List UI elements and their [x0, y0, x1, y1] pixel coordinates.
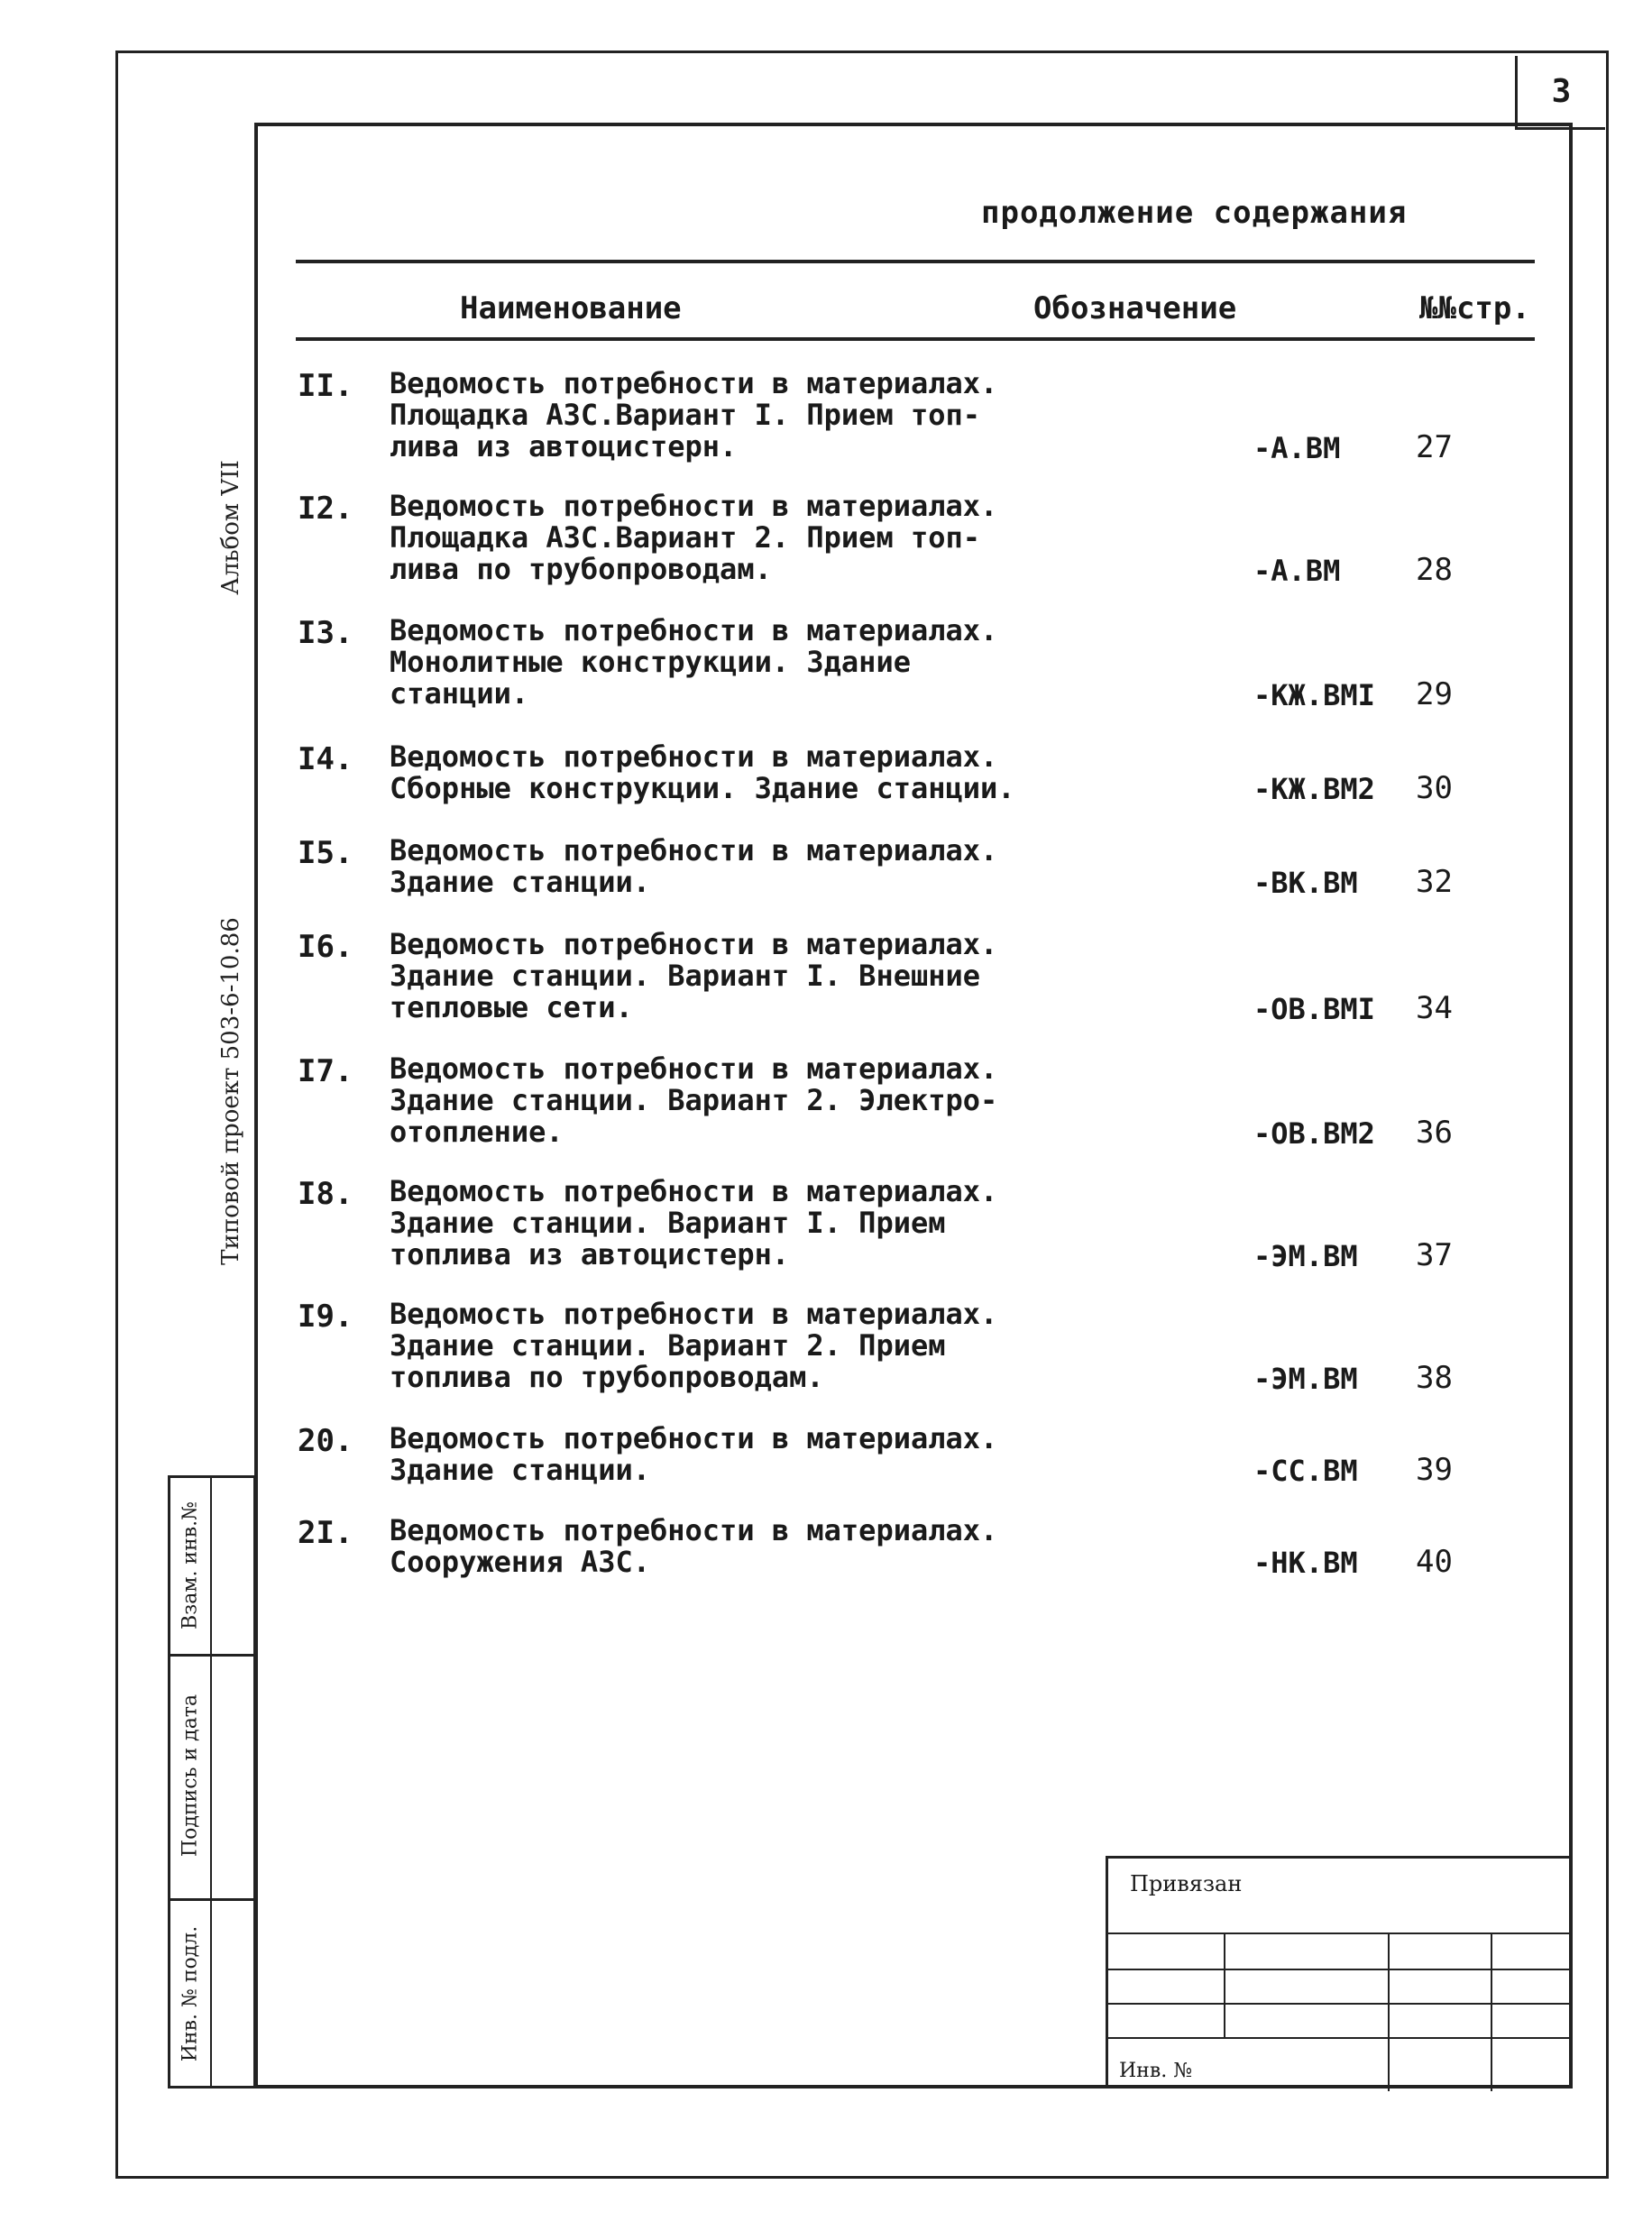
entry-title: Ведомость потребности в материалах. Сооружения АЗС.	[390, 1513, 998, 1579]
entry-number: I5.	[298, 835, 353, 871]
entry-title: Ведомость потребности в материалах. Площадка АЗС.Вариант 2. Прием топ- лива по трубопроводам.	[390, 489, 998, 586]
entry-number: II.	[298, 368, 353, 404]
entry-page: 30	[1416, 770, 1453, 806]
entry-number: I9.	[298, 1299, 353, 1335]
binding-label: Привязан	[1130, 1871, 1243, 1896]
column-header-name: Наименование	[460, 290, 682, 326]
entry-number: I4.	[298, 741, 353, 777]
entry-code: -ВК.ВМ	[1253, 866, 1358, 900]
entry-page: 38	[1416, 1360, 1453, 1396]
entry-page: 39	[1416, 1452, 1453, 1488]
entry-code: -НК.ВМ	[1253, 1546, 1358, 1580]
entry-title: Ведомость потребности в материалах. Здание станции.	[390, 1421, 998, 1487]
column-header-page: №№стр.	[1419, 290, 1530, 326]
entry-code: -ЭМ.ВМ	[1253, 1239, 1358, 1273]
entry-number: I3.	[298, 615, 353, 651]
entry-title: Ведомость потребности в материалах. Площадка АЗС.Вариант I. Прием топ- лива из автоцистерн.	[390, 366, 998, 464]
header-rule-bottom	[296, 337, 1535, 341]
entry-code: -ОВ.ВМI	[1253, 992, 1375, 1026]
entry-code: -А.ВМ	[1253, 431, 1341, 465]
entry-code: -А.ВМ	[1253, 554, 1341, 588]
entry-title: Ведомость потребности в материалах. Здание станции. Вариант 2. Электро- отопление.	[390, 1051, 998, 1149]
entry-page: 34	[1416, 990, 1453, 1026]
entry-title: Ведомость потребности в материалах. Сборные конструкции. Здание станции.	[390, 739, 1015, 805]
entry-number: 20.	[298, 1423, 353, 1459]
entry-page: 32	[1416, 864, 1453, 900]
entry-page: 40	[1416, 1544, 1453, 1580]
stamp-column: Взам. инв.№ Подпись и дата Инв. № подл.	[168, 1475, 256, 2089]
subtitle: продолжение содержания	[981, 195, 1408, 231]
entry-page: 36	[1416, 1115, 1453, 1151]
entry-code: -ЭМ.ВМ	[1253, 1362, 1358, 1396]
entry-code: -КЖ.ВМ2	[1253, 772, 1375, 806]
entry-page: 29	[1416, 676, 1453, 712]
binding-stamp	[1106, 1856, 1573, 2089]
entry-code: -ОВ.ВМ2	[1253, 1116, 1375, 1151]
entry-title: Ведомость потребности в материалах. Здание станции. Вариант I. Прием топлива из автоцистерн.	[390, 1174, 998, 1271]
header-rule-top	[296, 260, 1535, 263]
entry-number: I2.	[298, 491, 353, 527]
entry-number: I7.	[298, 1053, 353, 1089]
entry-title: Ведомость потребности в материалах. Здание станции.	[390, 833, 998, 899]
entry-number: I6.	[298, 929, 353, 965]
entry-title: Ведомость потребности в материалах. Монолитные конструкции. Здание станции.	[390, 613, 998, 711]
entry-title: Ведомость потребности в материалах. Здание станции. Вариант 2. Прием топлива по трубопроводам.	[390, 1297, 998, 1394]
entry-code: -КЖ.ВМI	[1253, 678, 1375, 712]
entry-number: I8.	[298, 1176, 353, 1212]
entry-number: 2I.	[298, 1515, 353, 1551]
entry-code: -СС.ВМ	[1253, 1454, 1358, 1488]
binding-inv-label: Инв. №	[1119, 2060, 1193, 2082]
entry-page: 27	[1416, 429, 1453, 465]
entry-title: Ведомость потребности в материалах. Здание станции. Вариант I. Внешние тепловые сети.	[390, 927, 998, 1024]
entry-page: 37	[1416, 1237, 1453, 1273]
column-header-designation: Обозначение	[1033, 290, 1237, 326]
entry-page: 28	[1416, 552, 1453, 588]
page-number: 3	[1515, 56, 1605, 130]
